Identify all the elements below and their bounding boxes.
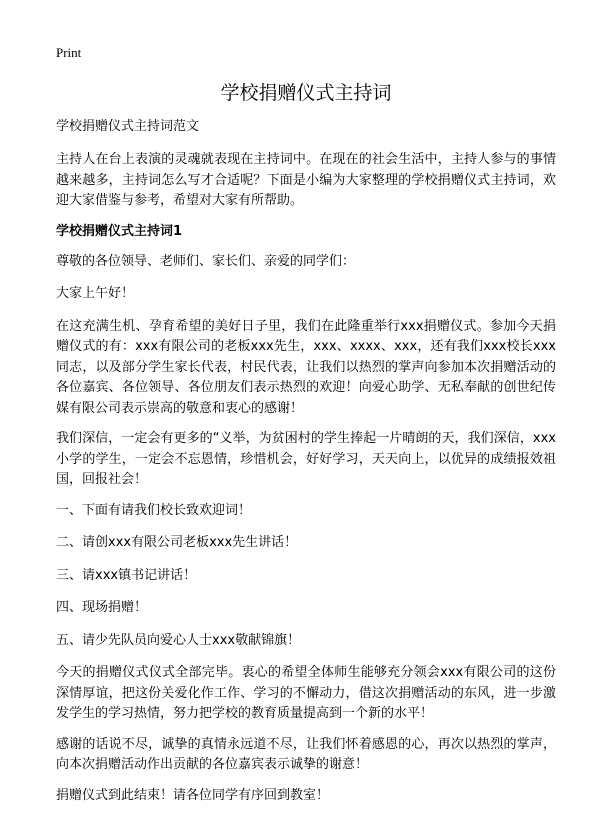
closing-paragraph: 今天的捐赠仪式仪式全部完毕。衷心的希望全体师生能够充分领会xxx有限公司的这份深情厚谊，把这份关爱化作工作、学习的不懈动力，借这次捐赠活动的东风，进一步激发学生的学习热情，努力把学校的教育质量提高到一个新的水平！: [56, 665, 556, 721]
agenda-item-4: 四、现场捐赠！: [56, 600, 148, 615]
section-heading: 学校捐赠仪式主持词1: [56, 223, 183, 239]
thanks-paragraph: 感谢的话说不尽，诚挚的真情永远道不尽，让我们怀着感恩的心，再次以热烈的掌声，向本次捐赠活动作出贡献的各位嘉宾表示诚挚的谢意！: [56, 736, 556, 772]
document-subtitle: 学校捐赠仪式主持词范文: [56, 119, 200, 134]
agenda-item-5: 五、请少先队员向爱心人士xxx敬献锦旗！: [56, 632, 301, 648]
agenda-item-1: 一、下面有请我们校长致欢迎词！: [56, 502, 252, 518]
agenda-item-3: 三、请xxx镇书记讲话！: [56, 567, 197, 583]
greeting-paragraph: 尊敬的各位领导、老师们、家长们、亲爱的同学们：: [56, 253, 356, 269]
end-paragraph: 捐赠仪式到此结束！请各位同学有序回到教室！: [56, 787, 330, 803]
belief-paragraph: 我们深信，一定会有更多的“义举，为贫困村的学生捧起一片晴朗的天，我们深信，xxx小学的学生，一定会不忘恩情，珍惜机会，好好学习，天天向上，以优异的成绩报效祖国，回报社会！: [56, 431, 556, 487]
good-morning-paragraph: 大家上午好！: [56, 286, 135, 301]
opening-paragraph: 在这充满生机、孕育希望的美好日子里，我们在此隆重举行xxx捐赠仪式。参加今天捐赠仪式的有：xxx有限公司的老板xxx先生，xxx、xxxx、xxx，还有我们xxx校长xxx同志，以及部分学生家长代表，村民代表，让我们以热烈的掌声向参加本次捐赠活动的各位嘉宾、各位领导、各位朋友们表示热烈的欢迎！向爱心助学、无私奉献的创世纪传媒有限公司表示崇高的敬意和衷心的感谢！: [56, 318, 556, 416]
intro-paragraph: 主持人在台上表演的灵魂就表现在主持词中。在现在的社会生活中，主持人参与的事情越来越多，主持词怎么写才合适呢？下面是小编为大家整理的学校捐赠仪式主持词，欢迎大家借鉴与参考，希望对大家有所帮助。: [56, 152, 556, 208]
print-link[interactable]: Print: [56, 45, 82, 60]
agenda-item-2: 二、请创xxx有限公司老板xxx先生讲话！: [56, 535, 298, 550]
document-title: 学校捐赠仪式主持词: [220, 82, 392, 104]
